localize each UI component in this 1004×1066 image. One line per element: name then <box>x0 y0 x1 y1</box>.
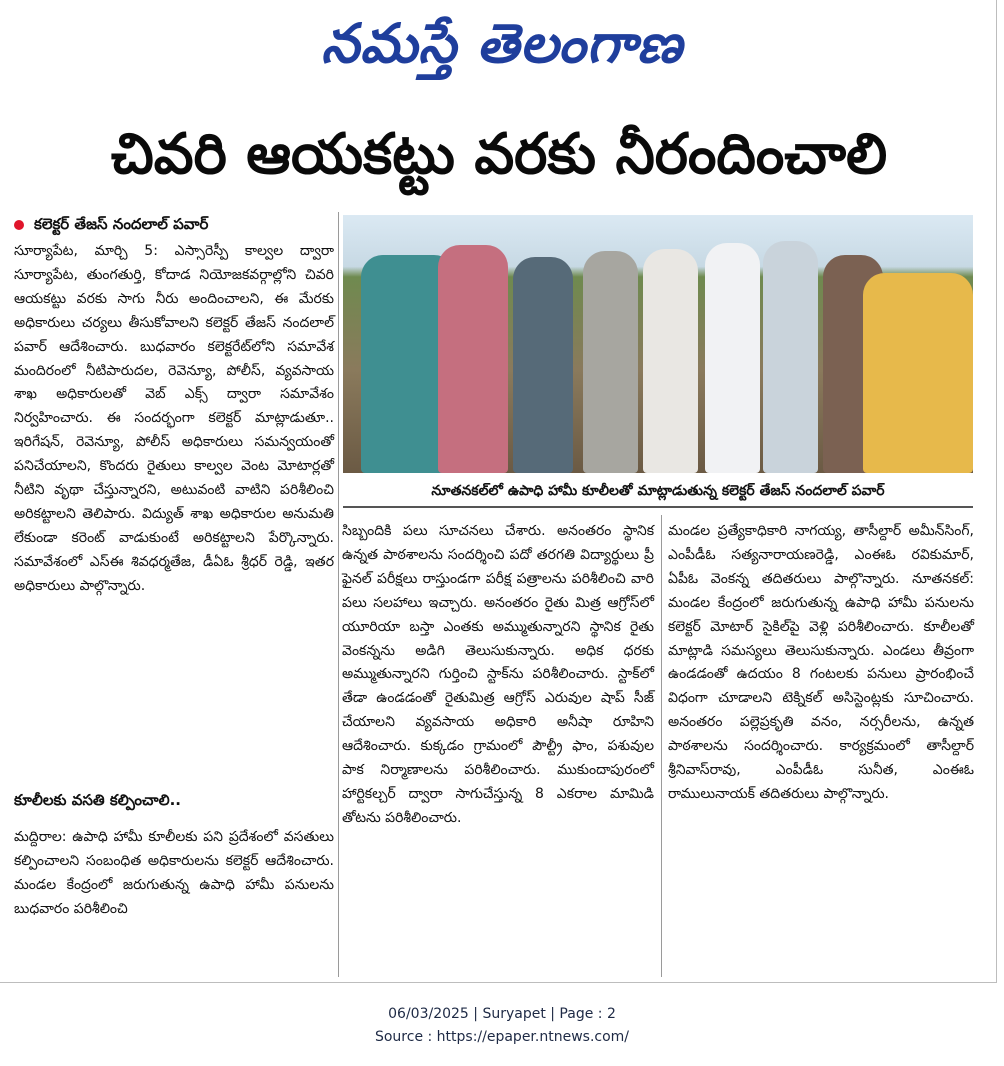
footer-source-line: Source : https://epaper.ntnews.com/ <box>374 1029 630 1045</box>
article-headline: చివరి ఆయకట్టు వరకు నీరందించాలి <box>110 122 888 187</box>
byline-text: కలెక్టర్ తేజస్ నందలాల్ పవార్ <box>34 215 209 233</box>
article-column-3: మండల ప్రత్యేకాధికారి నాగయ్య, తాసీల్దార్ అమీన్‌సింగ్, ఎంపీడీఓ సత్యనారాయణరెడ్డి, ఎంఈఓ రవికుమార్, ఏపీఓ వెంకన్న తదితరులు పాల్గొన్నారు. నూతనకల్: మండల కేంద్రంలో జరుగుతున్న ఉపాధి హామీ పనులను కలెక్టర్ మోటార్ సైకిల్‌పై వెళ్లి పరిశీలించారు. కూలీలతో మాట్లాడి సమస్యలు తెలుసుకున్నారు. ఎండలు తీవ్రంగా ఉండడంతో ఉదయం 8 గంటలకు పనులు ప్రారంభించే విధంగా చూడాలని టెక్నికల్ అసిస్టెంట్లకు సూచించారు. అనంతరం పల్లెప్రకృతి వనం, నర్సరీలను, ఉన్నత పాఠశాలను సందర్శించారు. కార్యక్రమంలో తాసీల్దార్ శ్రీనివాస్‌రావు, ఎంపీడీఓ సునీత, ఎంఈఓ రాములునాయక్ తదితరులు పాల్గొన్నారు. <box>668 523 974 802</box>
bullet-dot-icon <box>14 220 24 230</box>
newspaper-masthead: నమస్తే తెలంగాణ <box>321 11 683 75</box>
column-divider <box>661 515 662 977</box>
article-column-1: సూర్యాపేట, మార్చి 5: ఎస్సారెస్పీ కాల్వల ద్వారా సూర్యాపేట, తుంగతుర్తి, కోదాడ నియోజకవర్గాల్లోని చివరి ఆయకట్టు వరకు సాగు నీరు అందించాలని, ఈ మేరకు అధికారులు చర్యలు తీసుకోవాలని కలెక్టర్ తేజస్ నందలాల్ పవార్ ఆదేశించారు. బుధవారం కలెక్టరేట్‌లోని సమావేశ మందిరంలో నీటిపారుదల, రెవెన్యూ, పోలీస్, వ్యవసాయ శాఖ అధికారులతో వెబ్ ఎక్స్ ద్వారా సమావేశం నిర్వహించారు. ఈ సందర్భంగా కలెక్టర్ మాట్లాడుతూ.. ఇరిగేషన్, రెవెన్యూ, పోలీస్ అధికారులు సమన్వయంతో పనిచేయాలని, కొందరు రైతులు కాల్వల వెంట మోటార్లతో నీటిని వృథా చేస్తున్నారని, అటువంటి వాటిని పరిశీలించి అరికట్టాలని తెలిపారు. విద్యుత్ శాఖ అధికారుల అనుమతి లేకుండా కరెంట్ వాడుకుంటే అరికట్టాలని పేర్కొన్నారు. సమావేశంలో ఎస్ఈ శివధర్మతేజ, డీఏఓ శ్రీధర్ రెడ్డి, ఇతర అధికారులు పాల్గొన్నారు. <box>14 243 334 594</box>
article-column-2: సిబ్బందికి పలు సూచనలు చేశారు. అనంతరం స్థానిక ఉన్నత పాఠశాలను సందర్శించి పదో తరగతి విద్యార్థులు ప్రీ ఫైనల్ పరీక్షలు రాస్తుండగా పరీక్ష పత్రాలను పరిశీలించి వారి పలు సలహాలు ఇచ్చారు. అనంతరం రైతు మిత్ర ఆగ్రోస్‌లో యూరియా బస్తా ఎంతకు అమ్ముతున్నారని స్థానిక రైతు వెంకన్నను అడిగి తెలుసుకున్నారు. అధిక ధరకు అమ్ముతున్నారని గుర్తించి స్టాక్‌ను పరిశీలించారు. స్టాక్‌లో తేడా ఉండడంతో రైతుమిత్ర ఆగ్రోస్ ఎరువుల షాప్ సీజ్ చేయాలని వ్యవసాయ అధికారి అనీషా రూహిని ఆదేశించారు. కుక్కడం గ్రామంలో పౌల్ట్రీ ఫాం, పశువుల పాక నిర్మాణాలను పరిశీలించారు. ముకుందాపురంలో హార్టికల్చర్ ద్వారా సాగుచేస్తున్న 8 ఎకరాల మామిడి తోటను పరిశీలించారు. <box>342 523 654 826</box>
article-subheading: కూలీలకు వసతి కల్పించాలి.. <box>14 791 181 809</box>
photo-caption: నూతనకల్‌లో ఉపాధి హామీ కూలీలతో మాట్లాడుతున్న కలెక్టర్ తేజస్ నందలాల్ పవార్ <box>343 476 973 508</box>
article-byline <box>14 210 334 238</box>
column-divider <box>338 212 339 977</box>
article-column-1-continued: మద్దిరాల: ఉపాధి హామీ కూలీలకు పని ప్రదేశంలో వసతులు కల్పించాలని సంబంధిత అధికారులను కలెక్టర్ ఆదేశించారు. మండల కేంద్రంలో జరుగుతున్న ఉపాధి హామీ పనులను బుధవారం పరిశీలించి <box>14 829 334 917</box>
footer-date-line: 06/03/2025 | Suryapet | Page : 2 <box>388 1006 616 1022</box>
news-photo <box>343 215 973 473</box>
